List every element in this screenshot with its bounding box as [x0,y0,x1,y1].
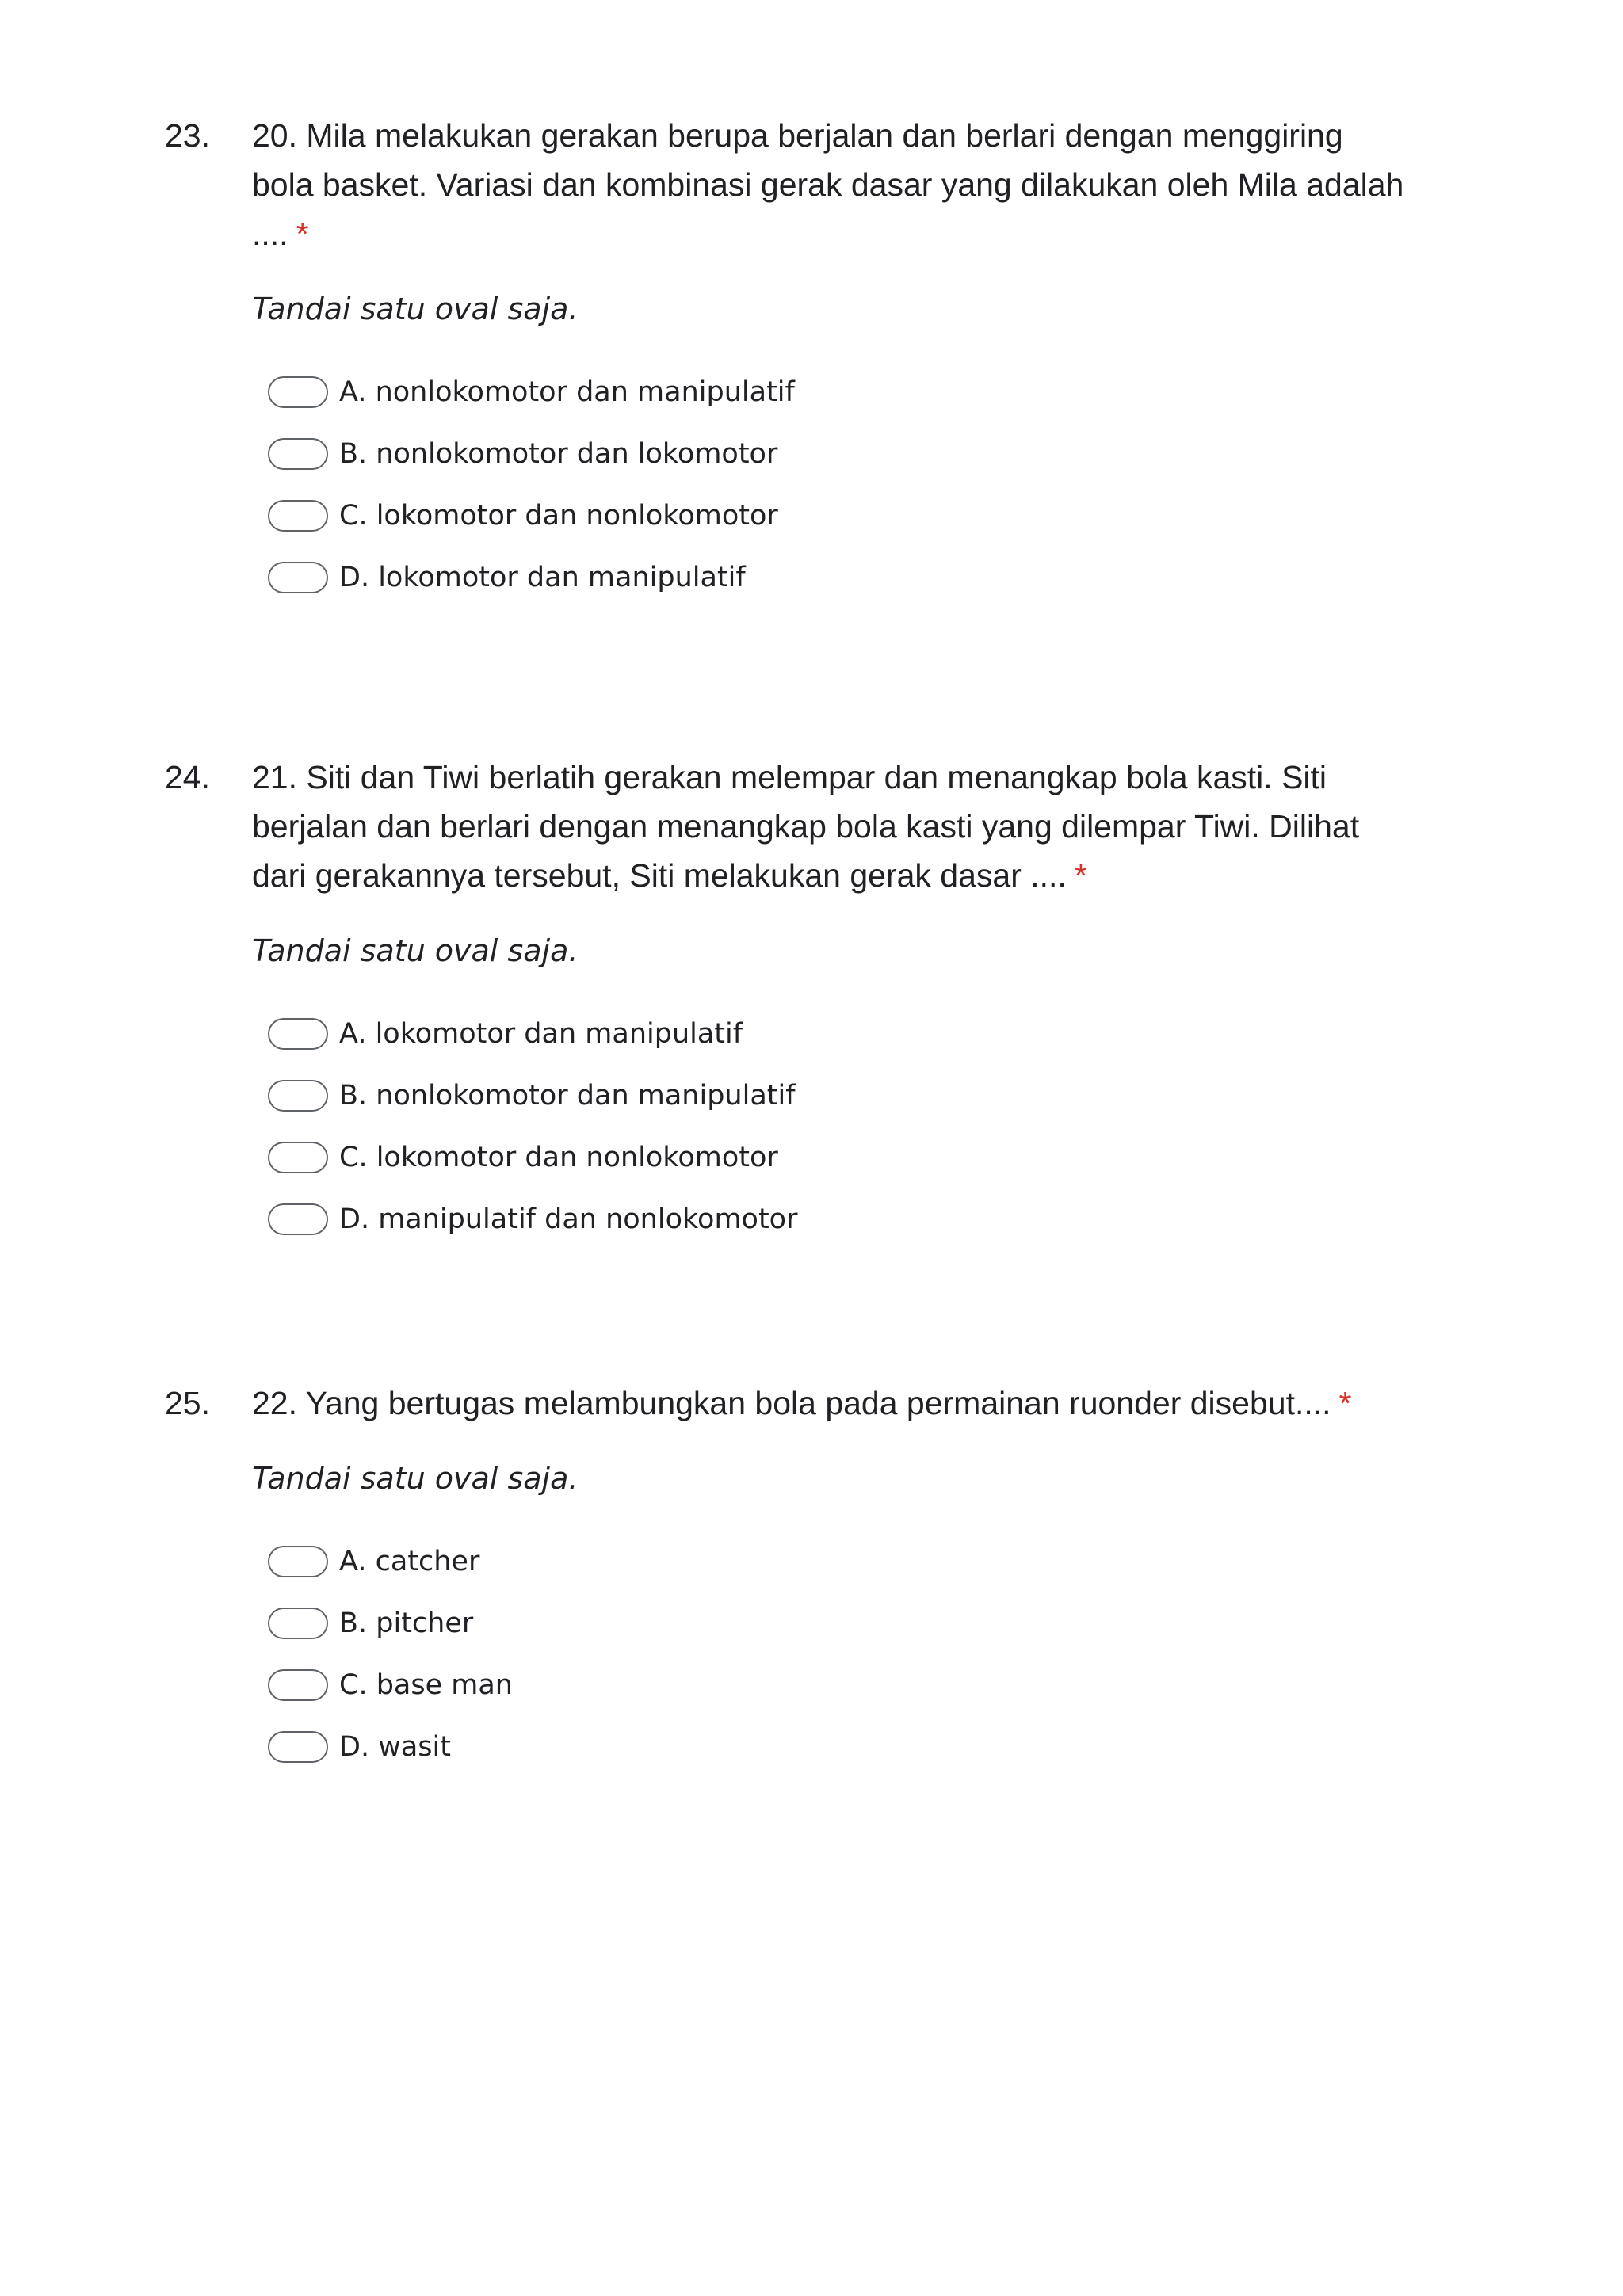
radio-oval[interactable] [268,1608,328,1639]
option-c[interactable] [252,1127,1449,1188]
radio-oval[interactable] [268,1142,328,1173]
required-asterisk: * [1338,1385,1352,1421]
option-b[interactable] [252,1592,1449,1654]
option-a[interactable] [252,361,1449,423]
radio-oval[interactable] [268,1203,328,1235]
option-label: B. nonlokomotor dan lokomotor [339,438,778,470]
radio-oval[interactable] [268,1018,328,1050]
option-a[interactable] [252,1531,1449,1592]
option-d[interactable] [252,547,1449,608]
question-number: 24. [165,759,210,795]
radio-oval[interactable] [268,438,328,470]
question-text: 21. Siti dan Tiwi berlatih gerakan melempar dan menangkap bola kasti. Siti berjalan dan berlari dengan menangkap bola kasti yang dilempar Tiwi. Dilihat dari gerakannya tersebut, Siti melakukan gerak dasar .... [252,759,1360,894]
radio-oval[interactable] [268,1731,328,1763]
option-label: A. nonlokomotor dan manipulatif [339,376,795,408]
option-label: C. lokomotor dan nonlokomotor [339,1142,778,1173]
radio-oval[interactable] [268,1669,328,1701]
required-asterisk: * [1074,857,1087,894]
option-c[interactable] [252,1654,1449,1716]
radio-oval[interactable] [268,376,328,408]
option-label: A. catcher [339,1546,480,1577]
option-c[interactable] [252,485,1449,547]
question-body [252,1379,1449,1778]
option-label: D. manipulatif dan nonlokomotor [339,1203,798,1235]
radio-oval[interactable] [268,1080,328,1112]
options-list [252,1531,1449,1778]
option-b[interactable] [252,1065,1449,1127]
option-label: B. pitcher [339,1608,474,1639]
option-label: D. wasit [339,1731,451,1763]
required-asterisk: * [296,215,309,252]
option-label: B. nonlokomotor dan manipulatif [339,1080,796,1112]
option-b[interactable] [252,423,1449,485]
question-text-wrapper [252,1379,1441,1428]
option-d[interactable] [252,1188,1449,1250]
option-label: D. lokomotor dan manipulatif [339,562,746,593]
question-body [252,753,1449,1250]
question-text-wrapper [252,111,1409,258]
question-text: 20. Mila melakukan gerakan berupa berjalan dan berlari dengan menggiring bola basket. Variasi dan kombinasi gerak dasar yang dilakukan oleh Mila adalah .... [252,117,1404,252]
option-label: A. lokomotor dan manipulatif [339,1018,743,1050]
option-label: C. lokomotor dan nonlokomotor [339,500,778,532]
question-hint: Tandai satu oval saja. [252,1461,579,1496]
question-text: 22. Yang bertugas melambungkan bola pada permainan ruonder disebut.... [252,1385,1331,1421]
question-body [252,111,1449,608]
option-a[interactable] [252,1003,1449,1065]
radio-oval[interactable] [268,500,328,532]
option-d[interactable] [252,1716,1449,1778]
question-text-wrapper [252,753,1409,900]
options-list [252,361,1449,608]
options-list [252,1003,1449,1250]
option-label: C. base man [339,1669,513,1701]
question-hint: Tandai satu oval saja. [252,933,579,968]
radio-oval[interactable] [268,562,328,593]
radio-oval[interactable] [268,1546,328,1577]
question-hint: Tandai satu oval saja. [252,292,579,326]
question-number: 25. [165,1385,210,1421]
question-number: 23. [165,117,210,154]
